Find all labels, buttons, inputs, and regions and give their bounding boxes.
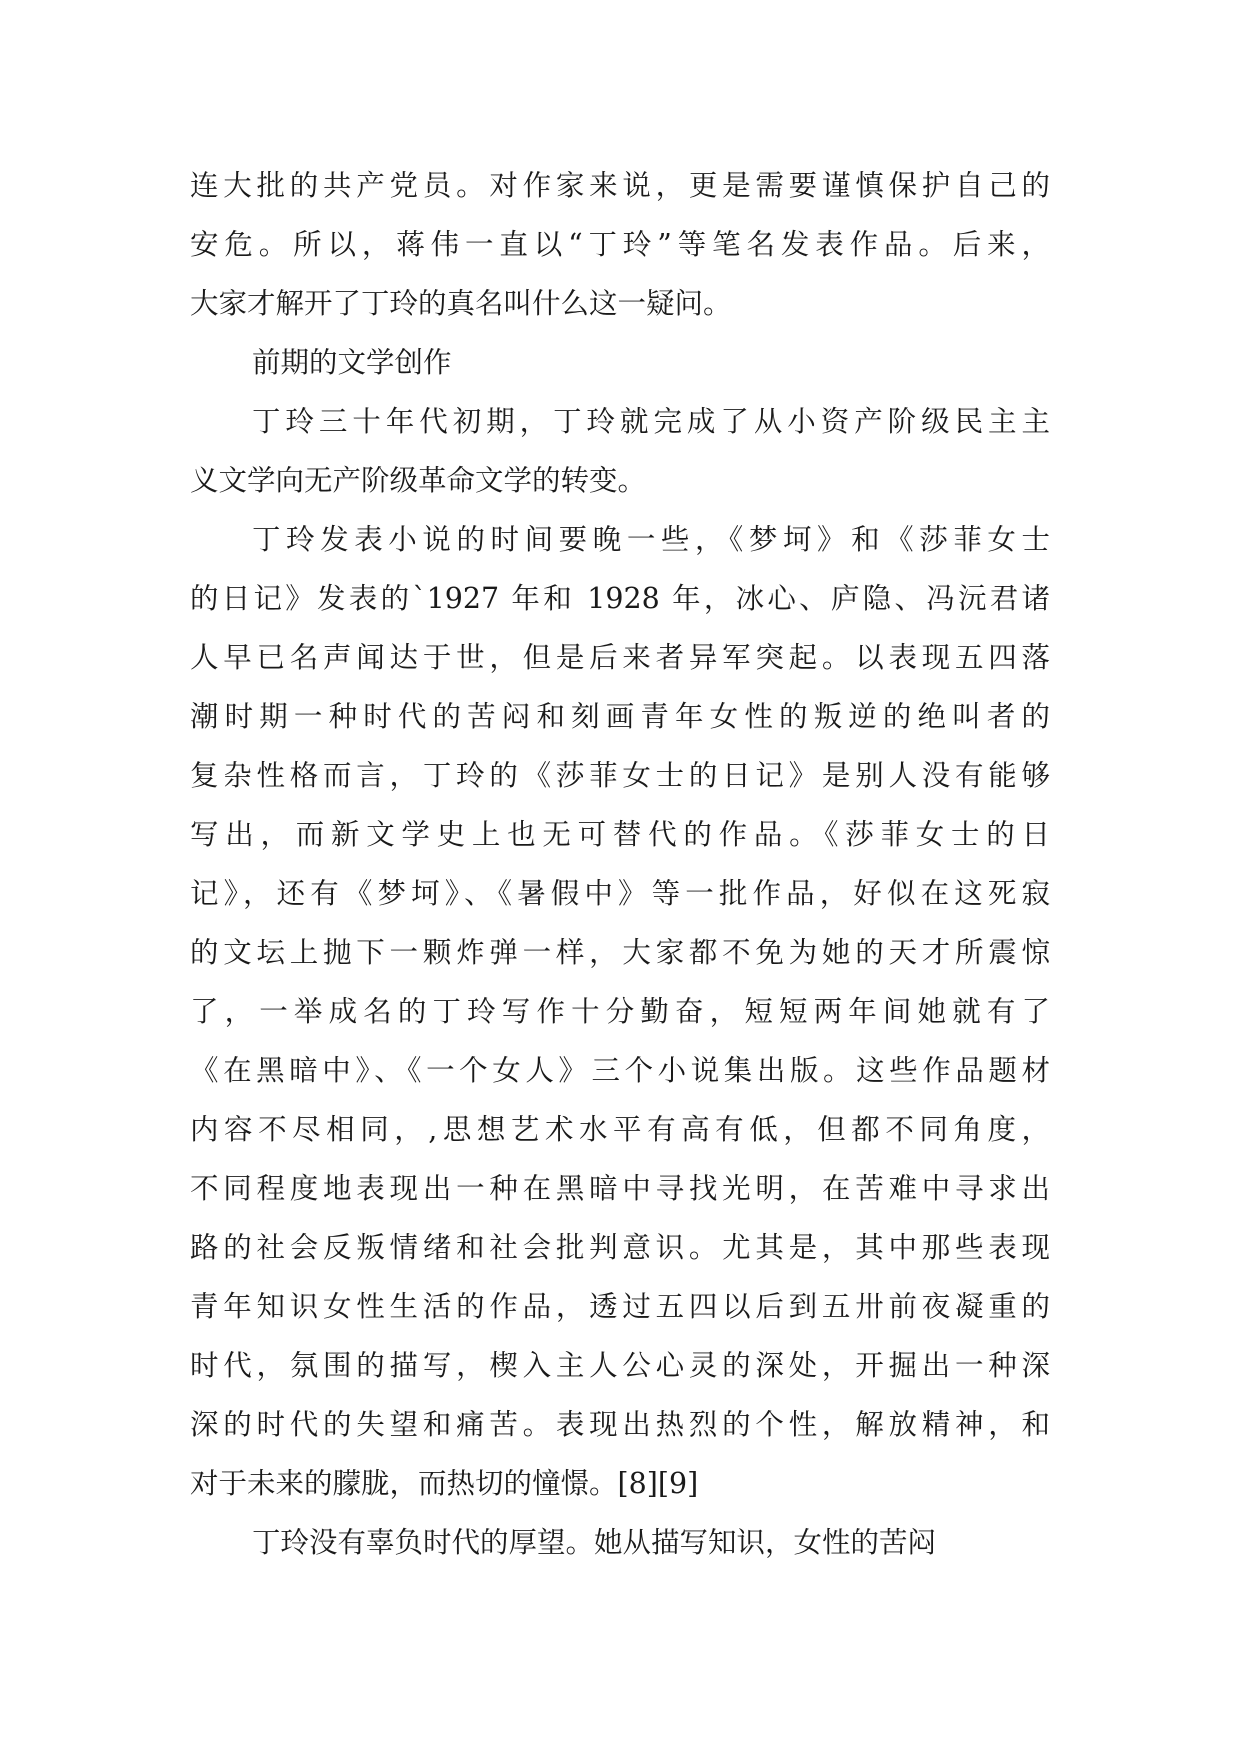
text-line: 青年知识女性生活的作品，透过五四以后到五卅前夜凝重的 xyxy=(190,1290,1050,1323)
text-line: 人早已名声闻达于世，但是后来者异军突起。以表现五四落 xyxy=(190,641,1050,674)
text-line: 内容不尽相同，,思想艺术水平有高有低，但都不同角度， xyxy=(190,1113,1050,1146)
text-line: 的日记》发表的`1927 年和 1928 年，冰心、庐隐、冯沅君诸 xyxy=(190,582,1050,615)
text-line: 大家才解开了丁玲的真名叫什么这一疑问。 xyxy=(190,287,732,320)
text-line: 丁玲没有辜负时代的厚望。她从描写知识，女性的苦闷 xyxy=(252,1526,937,1559)
text-line: 潮时期一种时代的苦闷和刻画青年女性的叛逆的绝叫者的 xyxy=(190,700,1050,733)
text-line: 时代，氛围的描写，楔入主人公心灵的深处，开掘出一种深 xyxy=(190,1349,1050,1382)
text-line: 义文学向无产阶级革命文学的转变。 xyxy=(190,464,647,497)
text-line: 的文坛上抛下一颗炸弹一样，大家都不免为她的天才所震惊 xyxy=(190,936,1050,969)
text-line: 路的社会反叛情绪和社会批判意识。尤其是，其中那些表现 xyxy=(190,1231,1050,1264)
text-line: 安危。所以，蒋伟一直以“丁玲”等笔名发表作品。后来， xyxy=(190,228,1050,261)
text-line: 写出，而新文学史上也无可替代的作品。《莎菲女士的日 xyxy=(190,818,1050,851)
text-line: 丁玲发表小说的时间要晚一些，《梦坷》和《莎菲女士 xyxy=(252,523,1050,556)
text-line: 对于未来的朦胧，而热切的憧憬。[8][9] xyxy=(190,1467,699,1500)
section-heading: 前期的文学创作 xyxy=(252,346,452,379)
text-line: 复杂性格而言，丁玲的《莎菲女士的日记》是别人没有能够 xyxy=(190,759,1050,792)
text-line: 《在黑暗中》、《一个女人》三个小说集出版。这些作品题材 xyxy=(190,1054,1050,1087)
text-line: 连大批的共产党员。对作家来说，更是需要谨慎保护自己的 xyxy=(190,169,1050,202)
text-line: 丁玲三十年代初期，丁玲就完成了从小资产阶级民主主 xyxy=(252,405,1050,438)
document-body xyxy=(190,156,1050,1572)
text-line: 深的时代的失望和痛苦。表现出热烈的个性，解放精神，和 xyxy=(190,1408,1050,1441)
text-line: 记》，还有《梦坷》、《暑假中》等一批作品，好似在这死寂 xyxy=(190,877,1050,910)
text-line: 不同程度地表现出一种在黑暗中寻找光明，在苦难中寻求出 xyxy=(190,1172,1050,1205)
text-line: 了，一举成名的丁玲写作十分勤奋，短短两年间她就有了 xyxy=(190,995,1050,1028)
